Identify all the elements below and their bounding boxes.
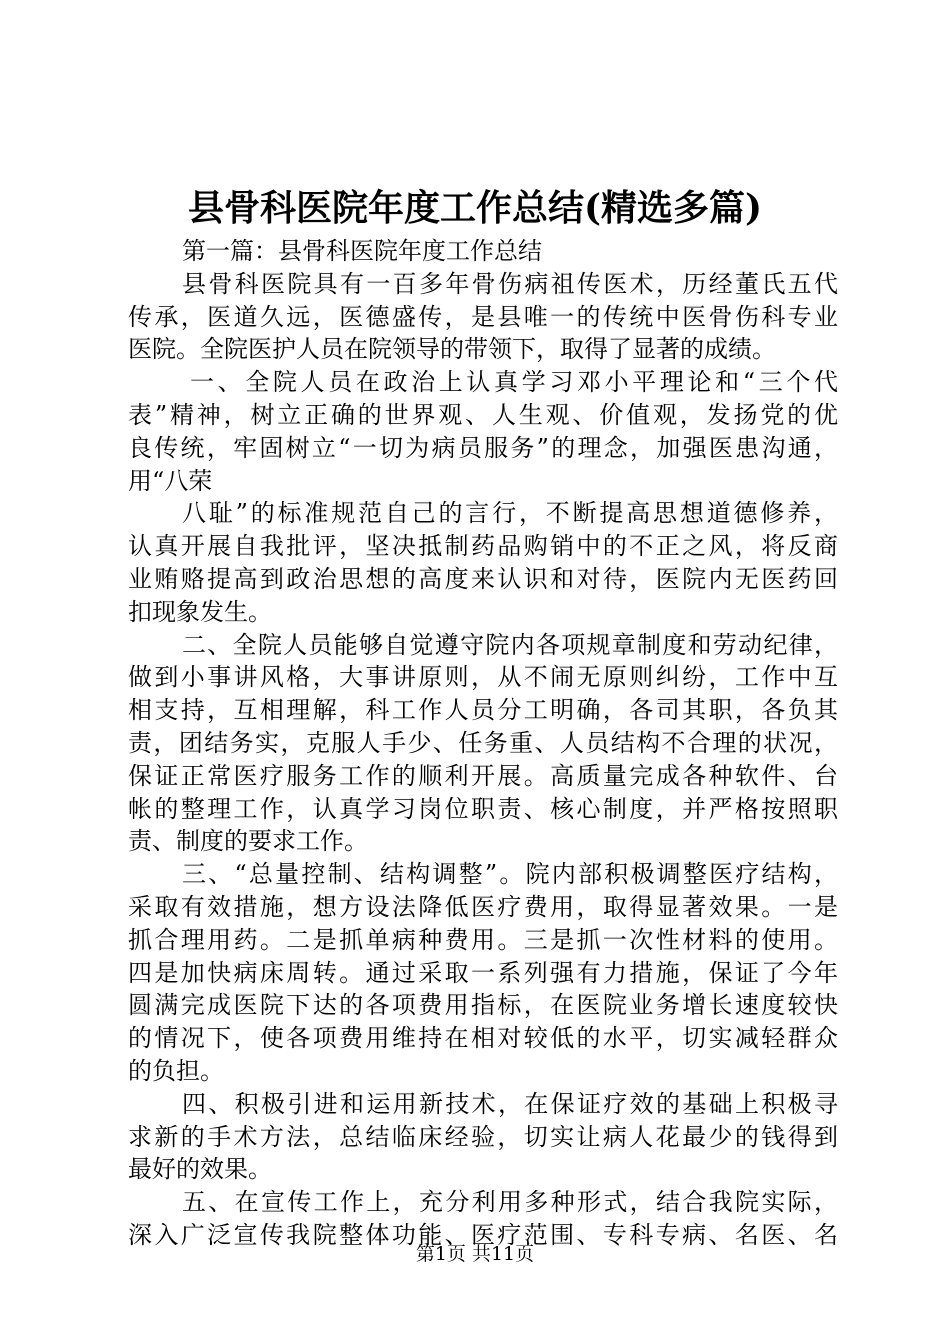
- paragraph-line: 帐的整理工作，认真学习岗位职责、核心制度，并严格按照职: [128, 794, 838, 823]
- paragraph-line: 的情况下，使各项费用维持在相对较低的水平，切实减轻群众: [128, 1024, 838, 1053]
- page-number-footer: 第1页 共11页: [415, 1243, 535, 1265]
- paragraph-line: 最好的效果。: [128, 1155, 272, 1184]
- paragraph-line: 认真开展自我批评，坚决抵制药品购销中的不正之风，将反商: [128, 532, 838, 561]
- paragraph-line: 表”精神，树立正确的世界观、人生观、价值观，发扬党的优: [128, 400, 838, 429]
- document-title: 县骨科医院年度工作总结(精选多篇): [187, 187, 763, 229]
- paragraph-line: 医院。全院医护人员在院领导的带领下，取得了显著的成绩。: [128, 335, 776, 364]
- paragraph-line: 二、全院人员能够自觉遵守院内各项规章制度和劳动纪律，: [182, 630, 838, 659]
- paragraph-line: 县骨科医院具有一百多年骨伤病祖传医术，历经董氏五代: [182, 269, 838, 298]
- paragraph-line: 圆满完成医院下达的各项费用指标，在医院业务增长速度较快: [128, 991, 838, 1020]
- paragraph-line: 求新的手术方法，总结临床经验，切实让病人花最少的钱得到: [128, 1122, 838, 1151]
- paragraph-line: 的负担。: [128, 1056, 224, 1085]
- paragraph-line: 良传统，牢固树立“一切为病员服务”的理念，加强医患沟通，: [128, 433, 838, 462]
- paragraph-line: 保证正常医疗服务工作的顺利开展。高质量完成各种软件、台: [128, 761, 838, 790]
- paragraph-line: 抓合理用药。二是抓单病种费用。三是抓一次性材料的使用。: [128, 925, 838, 954]
- paragraph-line: 采取有效措施，想方设法降低医疗费用，取得显著效果。一是: [128, 892, 838, 921]
- paragraph-line: 责，团结务实，克服人手少、任务重、人员结构不合理的状况，: [128, 728, 838, 757]
- paragraph-line: 扣现象发生。: [128, 597, 272, 626]
- paragraph-line: 三、“总量控制、结构调整”。院内部积极调整医疗结构，: [182, 860, 838, 889]
- paragraph-line: 业贿赂提高到政治思想的高度来认识和对待，医院内无医药回: [128, 564, 838, 593]
- section-heading: 第一篇：县骨科医院年度工作总结: [182, 237, 542, 265]
- paragraph-line: 四是加快病床周转。通过采取一系列强有力措施，保证了今年: [128, 958, 838, 987]
- paragraph-line: 五、在宣传工作上，充分利用多种形式，结合我院实际，: [182, 1188, 838, 1217]
- paragraph-line: 八耻”的标准规范自己的言行，不断提高思想道德修养，: [182, 499, 838, 528]
- paragraph-line: 相支持，互相理解，科工作人员分工明确，各司其职，各负其: [128, 696, 838, 725]
- paragraph-line: 用“八荣: [128, 466, 213, 495]
- paragraph-line: 四、积极引进和运用新技术，在保证疗效的基础上积极寻: [182, 1089, 838, 1118]
- paragraph-line: 责、制度的要求工作。: [128, 827, 368, 856]
- paragraph-line: 一、全院人员在政治上认真学习邓小平理论和“三个代: [190, 368, 838, 397]
- paragraph-line: 深入广泛宣传我院整体功能、医疗范围、专科专病、名医、名: [128, 1220, 838, 1249]
- paragraph-line: 做到小事讲风格，大事讲原则，从不闹无原则纠纷，工作中互: [128, 663, 838, 692]
- paragraph-line: 传承，医道久远，医德盛传，是县唯一的传统中医骨伤科专业: [128, 302, 838, 331]
- document-body: [128, 235, 838, 1252]
